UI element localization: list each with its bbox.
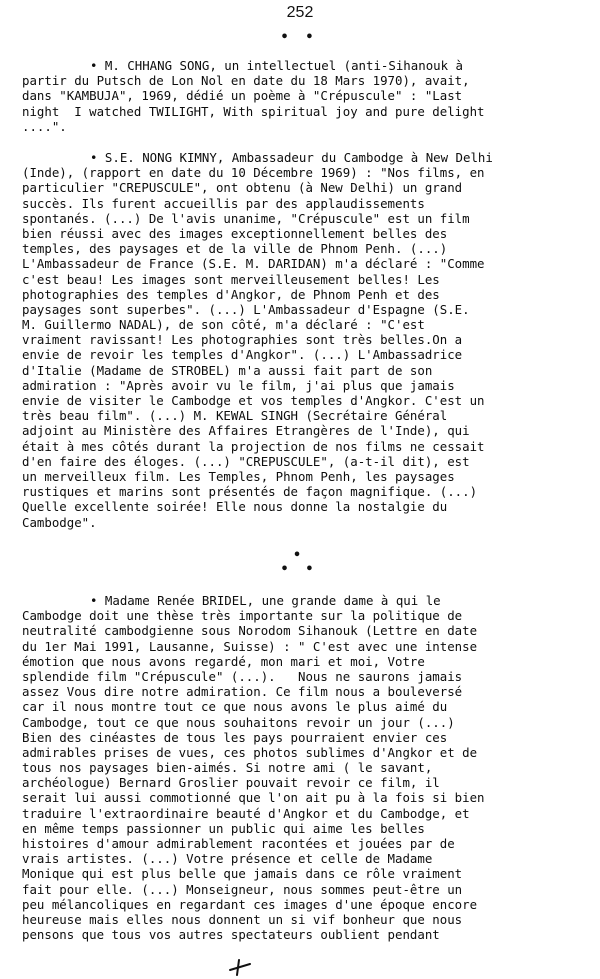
text-line: particulier "CREPUSCULE", ont obtenu (à New Delhi) un grand: [22, 180, 463, 196]
text-line: envie de visiter le Cambodge et vos temples d'Angkor. C'est un: [22, 393, 485, 408]
text-line: traduire l'extraordinaire beauté d'Angkor et du Cambodge, et: [22, 805, 470, 821]
paragraph-renee-bridel: [22, 593, 582, 942]
text-line: Cambodge".: [22, 514, 97, 530]
text-line: fait pour elle. (...) Monseigneur, nous sommes peut-être un: [22, 881, 463, 897]
text-line: night I watched TWILIGHT, With spiritual joy and pure delight: [22, 103, 485, 119]
separator-top: • •: [280, 30, 320, 45]
text-line: Cambodge doit une thèse très importante sur la politique de: [22, 608, 463, 624]
text-line: spontanés. (...) De l'avis unanime, "Crépuscule" est un film: [22, 210, 470, 226]
separator-middle: • •: [280, 562, 320, 577]
text-line: M. Guillermo NADAL), de son côté, m'a déclaré : "C'est: [22, 317, 425, 333]
page-number: 252: [286, 4, 314, 21]
text-line: photographies des temples d'Angkor, de Phnom Penh et des: [22, 286, 440, 302]
text-line: adjoint au Ministère des Affaires Etrangères de l'Inde), qui: [22, 423, 470, 439]
text-line: bien réussi avec des images exceptionnellement belles des: [22, 225, 448, 241]
text-line: • Madame Renée BRIDEL, une grande dame à qui le: [90, 593, 441, 608]
text-line: vraiment ravissant! Les photographies sont très belles.On a: [22, 332, 463, 348]
handwritten-mark-icon: [226, 958, 254, 976]
text-line: peu mélancoliques en regardant ces images d'une époque encore: [22, 896, 478, 912]
text-line: paysages sont superbes". (...) L'Ambassadeur d'Espagne (S.E.: [22, 301, 470, 317]
text-line: heureuse mais elles nous donnent un si vif bonheur que nous: [22, 911, 463, 927]
text-line: admiration : "Après avoir vu le film, j'ai plus que jamais: [22, 377, 455, 393]
text-line: serait lui aussi commotionné que l'on ait pu à la fois si bien: [22, 790, 485, 806]
text-line: assez Vous dire notre admiration. Ce film nous a bouleversé: [22, 684, 463, 700]
text-line: d'en faire des éloges. (...) "CREPUSCULE", (a-t-il dit), est: [22, 453, 470, 469]
text-line: temples, des paysages et de la ville de Phnom Penh. (...): [22, 241, 448, 257]
text-line: succès. Ils furent accueillis par des applaudissements: [22, 195, 425, 211]
text-line: Bien des cinéastes de tous les pays pourraient envier ces: [22, 729, 448, 745]
text-line: Quelle excellente soirée! Elle nous donne la nostalgie du: [22, 499, 448, 515]
text-line: L'Ambassadeur de France (S.E. M. DARIDAN) m'a déclaré : "Comme: [22, 256, 485, 272]
text-line: archéologue) Bernard Groslier pouvait revoir ce film, il: [22, 775, 440, 791]
text-line: un merveilleux film. Les Temples, Phnom Penh, les paysages: [22, 468, 455, 484]
text-line: admirables prises de vues, ces photos sublimes d'Angkor et de: [22, 744, 478, 760]
text-line: splendide film "Crépuscule" (...). Nous ne saurons jamais: [22, 668, 463, 684]
text-line: était à mes côtés durant la projection de nos films ne cessait: [22, 438, 485, 454]
text-line: envie de revoir les temples d'Angkor". (...) L'Ambassadrice: [22, 347, 463, 363]
text-line: vrais artistes. (...) Votre présence et celle de Madame: [22, 851, 433, 867]
text-line: tous nos paysages bien-aimés. Si notre ami ( le savant,: [22, 760, 433, 776]
text-line: rustiques et marins sont présentés de façon magnifique. (...): [22, 484, 478, 500]
text-line: • M. CHHANG SONG, un intellectuel (anti-Sihanouk à: [90, 58, 463, 73]
text-line: d'Italie (Madame de STROBEL) m'a aussi fait part de son: [22, 362, 433, 378]
paragraph-chhang-song: [22, 58, 582, 134]
text-line: (Inde), (rapport en date du 10 Décembre 1969) : "Nos films, en: [22, 165, 485, 181]
text-line: Monique qui est plus belle que jamais dans ce rôle vraiment: [22, 866, 463, 882]
text-line: ....".: [22, 118, 67, 134]
text-line: pensons que tous vos autres spectateurs oublient pendant: [22, 927, 440, 943]
text-line: du 1er Mai 1991, Lausanne, Suisse) : " C'est avec une intense: [22, 638, 478, 654]
text-line: dans "KAMBUJA", 1969, dédié un poème à "Crépuscule" : "Last: [22, 88, 463, 104]
text-line: neutralité cambodgienne sous Norodom Sihanouk (Lettre en date: [22, 623, 478, 639]
text-line: partir du Putsch de Lon Nol en date du 18 Mars 1970), avait,: [22, 73, 470, 89]
paragraph-nong-kimny: [22, 150, 582, 530]
text-line: Cambodge, tout ce que nous souhaitons revoir un jour (...): [22, 714, 455, 730]
text-line: car il nous montre tout ce que nous avons le plus aimé du: [22, 699, 448, 715]
text-line: histoires d'amour admirablement racontées et jouées par de: [22, 836, 455, 851]
text-line: en même temps passionner un public qui aime les belles: [22, 820, 425, 836]
text-line: très beau film". (...) M. KEWAL SINGH (Secrétaire Général: [22, 408, 448, 424]
text-line: • S.E. NONG KIMNY, Ambassadeur du Cambodge à New Delhi: [90, 150, 493, 165]
separator-dot-1: •: [292, 548, 308, 563]
text-line: c'est beau! Les images sont merveilleusement belles! Les: [22, 271, 440, 287]
text-line: émotion que nous avons regardé, mon mari et moi, Votre: [22, 653, 425, 669]
